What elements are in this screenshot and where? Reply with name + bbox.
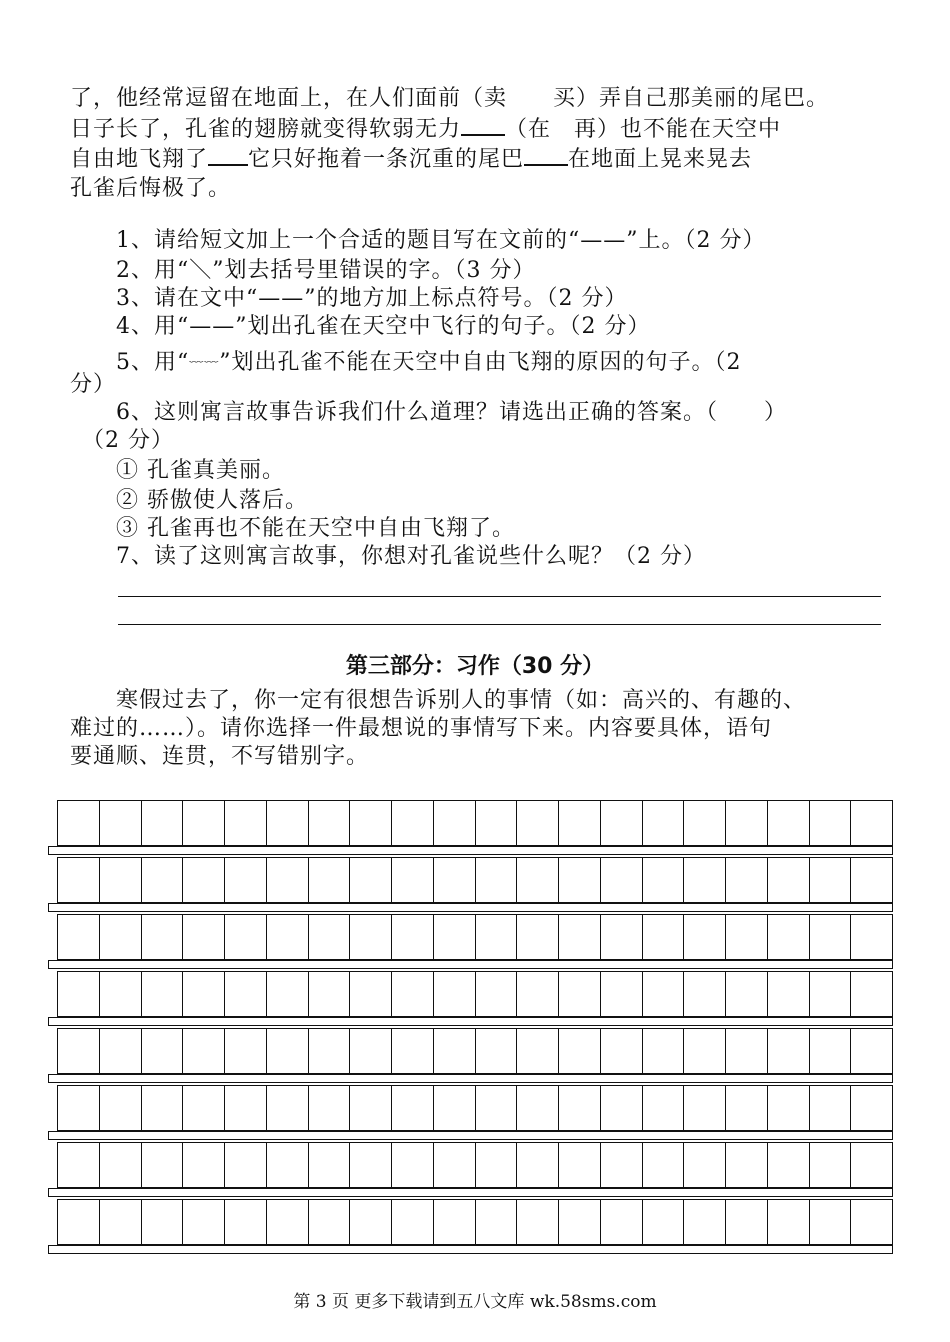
grid-cell[interactable] [810,972,852,1016]
grid-cell[interactable] [643,972,685,1016]
grid-cell[interactable] [601,1086,643,1130]
grid-cell[interactable] [100,1143,142,1187]
grid-cell[interactable] [309,1029,351,1073]
grid-cell[interactable] [225,1086,267,1130]
question-5-text-a: 5、用“ [116,350,190,375]
grid-cell[interactable] [100,801,142,845]
grid-cell[interactable] [768,858,810,902]
grid-cell[interactable] [309,858,351,902]
grid-cell[interactable] [309,1143,351,1187]
grid-cell[interactable] [768,1143,810,1187]
grid-cell[interactable] [267,858,309,902]
grid-cell[interactable] [183,858,225,902]
grid-row[interactable] [57,1199,893,1245]
question-2: 2、用“＼”划去括号里错误的字。（3 分） [116,258,536,283]
grid-cell[interactable] [142,801,184,845]
answer-line-1[interactable] [118,596,881,597]
punctuation-blank-2[interactable] [208,144,248,166]
grid-cell[interactable] [392,972,434,1016]
grid-row[interactable] [57,1028,893,1074]
story-line-2 [70,114,781,145]
question-5 [116,342,742,378]
grid-cell[interactable] [100,1086,142,1130]
grid-cell[interactable] [183,915,225,959]
grid-cell[interactable] [601,1029,643,1073]
grid-cell[interactable] [267,972,309,1016]
grid-cell[interactable] [225,1143,267,1187]
grid-cell[interactable] [142,1143,184,1187]
grid-cell[interactable] [476,1029,518,1073]
grid-cell[interactable] [517,1143,559,1187]
grid-row-spacer [48,960,893,969]
grid-cell[interactable] [476,1143,518,1187]
grid-cell[interactable] [768,1086,810,1130]
grid-cell[interactable] [643,915,685,959]
grid-cell[interactable] [142,1029,184,1073]
grid-cell[interactable] [183,1086,225,1130]
grid-cell[interactable] [309,1086,351,1130]
grid-cell[interactable] [142,972,184,1016]
grid-cell[interactable] [267,1029,309,1073]
grid-cell[interactable] [434,858,476,902]
grid-row-spacer [48,1188,893,1197]
grid-cell[interactable] [643,1029,685,1073]
grid-cell[interactable] [601,1143,643,1187]
grid-cell[interactable] [350,1029,392,1073]
answer-line-2[interactable] [118,624,881,625]
grid-cell[interactable] [350,1143,392,1187]
grid-cell[interactable] [183,1029,225,1073]
grid-cell[interactable] [142,915,184,959]
grid-cell[interactable] [267,801,309,845]
story-line-3-text-b: 它只好拖着一条沉重的尾巴 [248,147,525,172]
grid-cell[interactable] [100,1200,142,1244]
grid-cell[interactable] [726,1029,768,1073]
grid-cell[interactable] [601,972,643,1016]
question-6: 6、这则寓言故事告诉我们什么道理？请选出正确的答案。（ ） [116,400,787,425]
grid-cell[interactable] [392,1200,434,1244]
grid-cell[interactable] [392,1143,434,1187]
grid-row-spacer [48,903,893,912]
grid-cell[interactable] [142,1200,184,1244]
grid-cell[interactable] [58,1029,100,1073]
question-7: 7、读了这则寓言故事，你想对孔雀说些什么呢？（2 分） [116,544,706,569]
question-3: 3、请在文中“——”的地方加上标点符号。（2 分） [116,286,628,311]
option-3: ③ 孔雀再也不能在天空中自由飞翔了。 [116,516,515,541]
grid-cell[interactable] [225,801,267,845]
question-6-score: （2 分） [82,428,174,453]
grid-cell[interactable] [183,801,225,845]
grid-cell[interactable] [309,801,351,845]
grid-cell[interactable] [476,972,518,1016]
grid-cell[interactable] [643,801,685,845]
grid-cell[interactable] [726,1143,768,1187]
grid-cell[interactable] [309,1200,351,1244]
grid-cell[interactable] [851,1029,892,1073]
grid-cell[interactable] [810,801,852,845]
grid-cell[interactable] [58,1143,100,1187]
grid-cell[interactable] [100,972,142,1016]
grid-cell[interactable] [434,972,476,1016]
grid-cell[interactable] [142,858,184,902]
grid-cell[interactable] [726,858,768,902]
grid-cell[interactable] [309,972,351,1016]
grid-cell[interactable] [601,801,643,845]
grid-cell[interactable] [851,1143,892,1187]
grid-cell[interactable] [768,1200,810,1244]
grid-cell[interactable] [851,801,892,845]
grid-cell[interactable] [142,1086,184,1130]
grid-row-spacer [48,846,893,855]
grid-cell[interactable] [225,915,267,959]
grid-cell[interactable] [309,915,351,959]
grid-cell[interactable] [434,1086,476,1130]
grid-cell[interactable] [810,858,852,902]
grid-cell[interactable] [684,972,726,1016]
grid-cell[interactable] [810,1029,852,1073]
grid-cell[interactable] [601,915,643,959]
grid-cell[interactable] [517,801,559,845]
grid-cell[interactable] [559,972,601,1016]
grid-cell[interactable] [434,1143,476,1187]
question-5-continued: 分） [70,372,117,397]
grid-cell[interactable] [350,1086,392,1130]
grid-cell[interactable] [350,1200,392,1244]
grid-cell[interactable] [684,858,726,902]
grid-cell[interactable] [183,1200,225,1244]
punctuation-blank-1[interactable] [461,114,505,136]
grid-cell[interactable] [851,858,892,902]
grid-cell[interactable] [559,1029,601,1073]
grid-cell[interactable] [559,858,601,902]
grid-cell[interactable] [267,1086,309,1130]
question-4: 4、用“——”划出孔雀在天空中飞行的句子。（2 分） [116,314,651,339]
grid-cell[interactable] [726,915,768,959]
grid-row[interactable] [57,800,893,846]
grid-cell[interactable] [58,1086,100,1130]
page-footer: 第 3 页 更多下载请到五八文库 wk.58sms.com [293,1292,657,1312]
grid-cell[interactable] [100,858,142,902]
grid-cell[interactable] [476,1200,518,1244]
grid-cell[interactable] [392,858,434,902]
grid-cell[interactable] [476,1086,518,1130]
wavy-line-mark: ﹏﹏ [189,349,220,365]
grid-cell[interactable] [517,858,559,902]
grid-cell[interactable] [851,915,892,959]
grid-cell[interactable] [684,1029,726,1073]
grid-cell[interactable] [267,1200,309,1244]
grid-row-spacer [48,1131,893,1140]
grid-row[interactable] [57,857,893,903]
grid-cell[interactable] [601,858,643,902]
story-line-3 [70,144,752,175]
grid-cell[interactable] [183,972,225,1016]
part3-instruction-1: 寒假过去了，你一定有很想告诉别人的事情（如：高兴的、有趣的、 [116,688,807,713]
grid-row[interactable] [57,1142,893,1188]
grid-cell[interactable] [267,915,309,959]
grid-cell[interactable] [392,1029,434,1073]
story-line-4: 孔雀后悔极了。 [70,176,232,201]
story-line-3-text-a: 自由地飞翔了 [70,147,209,172]
story-line-1: 了，他经常逗留在地面上，在人们面前（卖 买）弄自己那美丽的尾巴。 [70,86,830,111]
grid-cell[interactable] [768,801,810,845]
grid-cell[interactable] [58,915,100,959]
grid-cell[interactable] [684,915,726,959]
grid-cell[interactable] [225,1029,267,1073]
grid-cell[interactable] [851,1086,892,1130]
grid-cell[interactable] [768,915,810,959]
grid-cell[interactable] [726,801,768,845]
grid-cell[interactable] [225,972,267,1016]
grid-cell[interactable] [810,1143,852,1187]
grid-cell[interactable] [476,915,518,959]
question-1: 1、请给短文加上一个合适的题目写在文前的“——”上。（2 分） [116,228,766,253]
grid-cell[interactable] [726,1086,768,1130]
grid-cell[interactable] [559,1143,601,1187]
grid-cell[interactable] [851,1200,892,1244]
grid-row-spacer [48,1074,893,1083]
grid-cell[interactable] [350,858,392,902]
grid-cell[interactable] [517,1086,559,1130]
grid-cell[interactable] [810,1086,852,1130]
grid-cell[interactable] [684,801,726,845]
grid-cell[interactable] [559,1200,601,1244]
grid-cell[interactable] [476,801,518,845]
grid-cell[interactable] [434,1200,476,1244]
grid-cell[interactable] [58,972,100,1016]
grid-cell[interactable] [810,1200,852,1244]
grid-cell[interactable] [684,1143,726,1187]
grid-cell[interactable] [267,1143,309,1187]
grid-cell[interactable] [517,1029,559,1073]
grid-cell[interactable] [434,801,476,845]
grid-cell[interactable] [225,1200,267,1244]
story-line-2-text-b: （在 再）也不能在天空中 [505,117,782,142]
grid-cell[interactable] [643,858,685,902]
grid-row[interactable] [57,914,893,960]
grid-cell[interactable] [434,915,476,959]
option-2: ② 骄傲使人落后。 [116,488,308,513]
grid-cell[interactable] [392,1086,434,1130]
grid-cell[interactable] [58,858,100,902]
question-5-text-b: ”划出孔雀不能在天空中自由飞翔的原因的句子。（2 [219,350,742,375]
grid-cell[interactable] [601,1200,643,1244]
grid-cell[interactable] [350,801,392,845]
grid-row-spacer [48,1017,893,1026]
grid-row[interactable] [57,971,893,1017]
grid-cell[interactable] [58,1200,100,1244]
grid-cell[interactable] [726,972,768,1016]
grid-cell[interactable] [350,972,392,1016]
punctuation-blank-3[interactable] [524,144,568,166]
grid-cell[interactable] [517,915,559,959]
grid-cell[interactable] [225,858,267,902]
grid-cell[interactable] [350,915,392,959]
story-line-3-text-c: 在地面上晃来晃去 [568,147,753,172]
grid-cell[interactable] [810,915,852,959]
grid-cell[interactable] [643,1200,685,1244]
grid-cell[interactable] [643,1143,685,1187]
grid-cell[interactable] [100,915,142,959]
grid-cell[interactable] [517,1200,559,1244]
grid-row-spacer [48,1245,893,1254]
grid-cell[interactable] [392,801,434,845]
grid-cell[interactable] [476,858,518,902]
grid-cell[interactable] [768,1029,810,1073]
part3-instruction-3: 要通顺、连贯，不写错别字。 [70,744,370,769]
grid-cell[interactable] [58,801,100,845]
part3-heading: 第三部分：习作（30 分） [345,654,605,679]
grid-cell[interactable] [392,915,434,959]
grid-cell[interactable] [183,1143,225,1187]
part3-instruction-2: 难过的……）。请你选择一件最想说的事情写下来。内容要具体，语句 [70,716,773,741]
grid-row[interactable] [57,1085,893,1131]
story-line-2-text-a: 日子长了，孔雀的翅膀就变得软弱无力 [70,117,462,142]
grid-cell[interactable] [684,1200,726,1244]
grid-cell[interactable] [559,801,601,845]
grid-cell[interactable] [684,1086,726,1130]
grid-cell[interactable] [726,1200,768,1244]
grid-cell[interactable] [559,915,601,959]
grid-cell[interactable] [768,972,810,1016]
grid-cell[interactable] [851,972,892,1016]
grid-cell[interactable] [643,1086,685,1130]
grid-cell[interactable] [100,1029,142,1073]
grid-cell[interactable] [434,1029,476,1073]
option-1: ① 孔雀真美丽。 [116,458,285,483]
grid-cell[interactable] [559,1086,601,1130]
grid-cell[interactable] [517,972,559,1016]
